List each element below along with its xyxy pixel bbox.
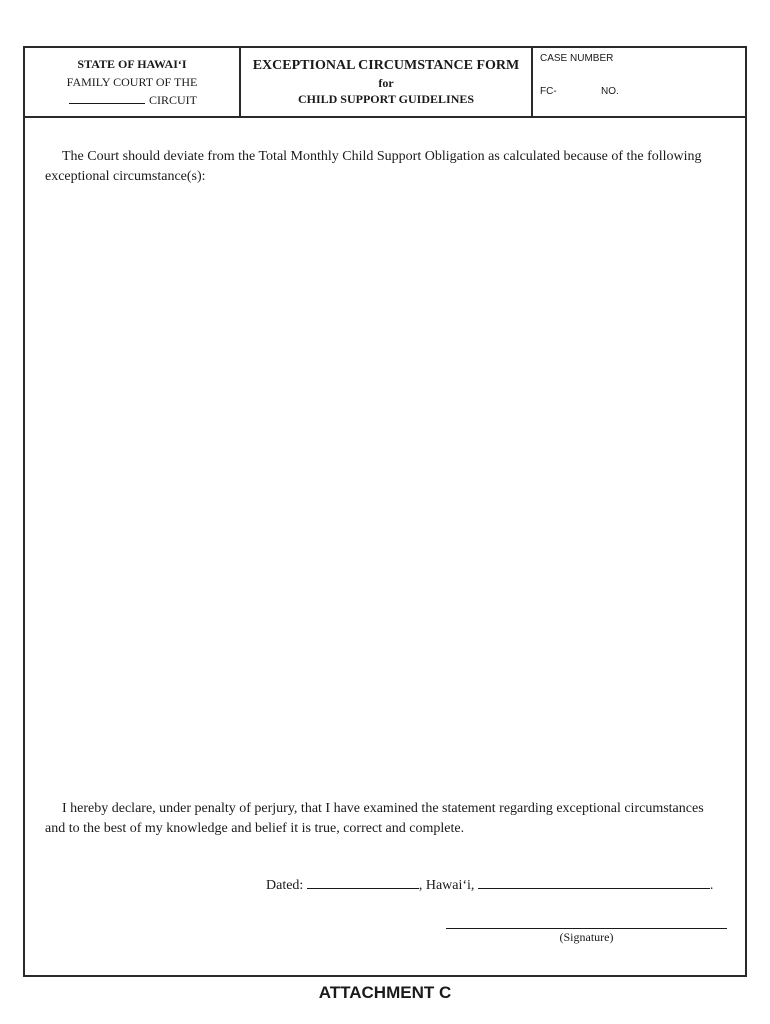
form-header	[25, 48, 745, 118]
form-frame	[23, 46, 747, 977]
dated-label: Dated:	[266, 878, 304, 893]
no-label: NO.	[601, 86, 619, 97]
circuit-label: CIRCUIT	[149, 93, 197, 107]
attachment-label: ATTACHMENT C	[318, 983, 452, 1002]
circuit-line	[69, 93, 197, 108]
declaration-text: I hereby declare, under penalty of perjury, that I have examined the statement regarding exceptional circumstances and to the best of my knowledge and belief it is true, correct and complete.	[45, 801, 704, 836]
fc-prefix: FC-	[540, 86, 557, 97]
case-number-cell[interactable]	[533, 48, 745, 116]
signature-label: (Signature)	[559, 930, 614, 944]
signature-line[interactable]	[446, 928, 727, 929]
form-subtitle: CHILD SUPPORT GUIDELINES	[297, 92, 475, 106]
place-label: , Hawai‘i,	[418, 878, 475, 893]
form-title-for: for	[378, 76, 394, 90]
intro-paragraph	[45, 147, 725, 187]
form-title-cell	[241, 48, 533, 116]
court-info-cell	[25, 48, 241, 116]
form-title: EXCEPTIONAL CIRCUMSTANCE FORM	[252, 58, 520, 73]
case-number-label: CASE NUMBER	[540, 53, 614, 64]
intro-text: The Court should deviate from the Total Monthly Child Support Obligation as calculated because of the following exceptional circumstance(s):	[45, 149, 702, 184]
date-blank[interactable]	[307, 876, 419, 889]
declaration-paragraph	[45, 799, 725, 839]
state-title: STATE OF HAWAI‘I	[77, 57, 187, 71]
court-name: FAMILY COURT OF THE	[66, 75, 198, 89]
end-period: .	[709, 878, 714, 893]
location-blank[interactable]	[478, 876, 710, 889]
dated-line	[266, 876, 713, 894]
circuit-blank[interactable]	[69, 93, 145, 104]
